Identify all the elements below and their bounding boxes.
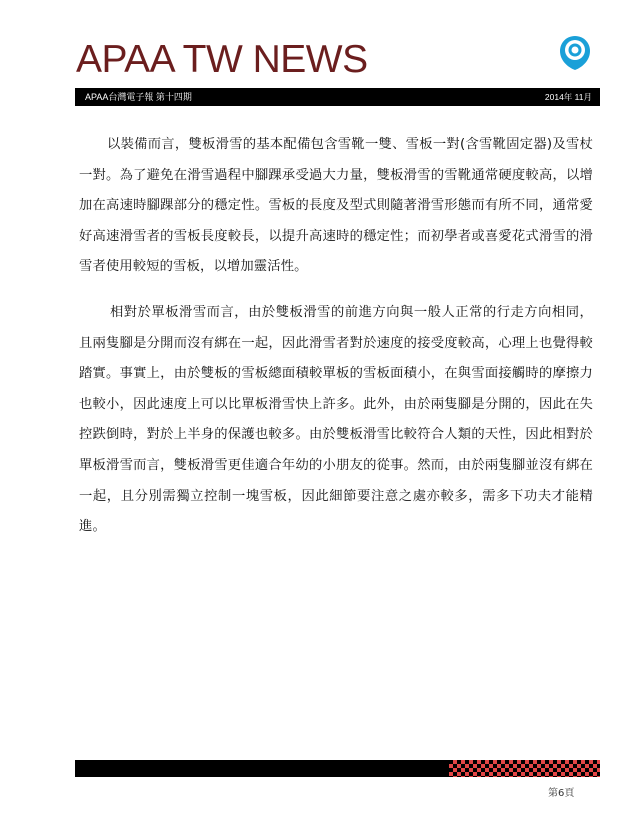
page-number: 第6頁 bbox=[548, 788, 575, 799]
article-paragraph: 以裝備而言，雙板滑雪的基本配備包含雪靴一雙、雪板一對(含雪靴固定器)及雪杖一對。為了避免在滑雪過程中腳踝承受過大力量，雙板滑雪的雪靴通常硬度較高，以增加在高速時腳踝部分的穩定性。雪板的長度及型式則隨著滑雪形態而有所不同，通常愛好高速滑雪者的雪板長度較長，以提升高速時的穩定性；而初學者或喜愛花式滑雪的滑雪者使用較短的雪板，以增加靈活性。 bbox=[79, 137, 593, 275]
issue-label: APAA台灣電子報 第十四期 bbox=[85, 92, 192, 102]
apaa-logo bbox=[558, 34, 592, 72]
newsletter-title: APAA TW NEWS bbox=[76, 38, 368, 81]
footer-checker-pattern bbox=[449, 760, 600, 777]
issue-header-bar bbox=[75, 88, 600, 106]
article-paragraph: 相對於單板滑雪而言，由於雙板滑雪的前進方向與一般人正常的行走方向相同，且兩隻腳是分開而沒有綁在一起，因此滑雪者對於速度的接受度較高，心理上也覺得較踏實。事實上，由於雙板的雪板總面積較單板的雪板面積小，在與雪面接觸時的摩擦力也較小，因此速度上可以比單板滑雪快上許多。此外，由於兩隻腳是分開的，因此在失控跌倒時，對於上半身的保護也較多。由於雙板滑雪比較符合人類的天性，因此相對於單板滑雪而言，雙板滑雪更佳適合年幼的小朋友的從事。然而，由於兩隻腳並沒有綁在一起，且分別需獨立控制一塊雪板，因此細節要注意之處亦較多，需多下功夫才能精進。 bbox=[79, 304, 593, 535]
article-body bbox=[79, 130, 593, 543]
issue-date: 2014年 11月 bbox=[544, 92, 592, 102]
